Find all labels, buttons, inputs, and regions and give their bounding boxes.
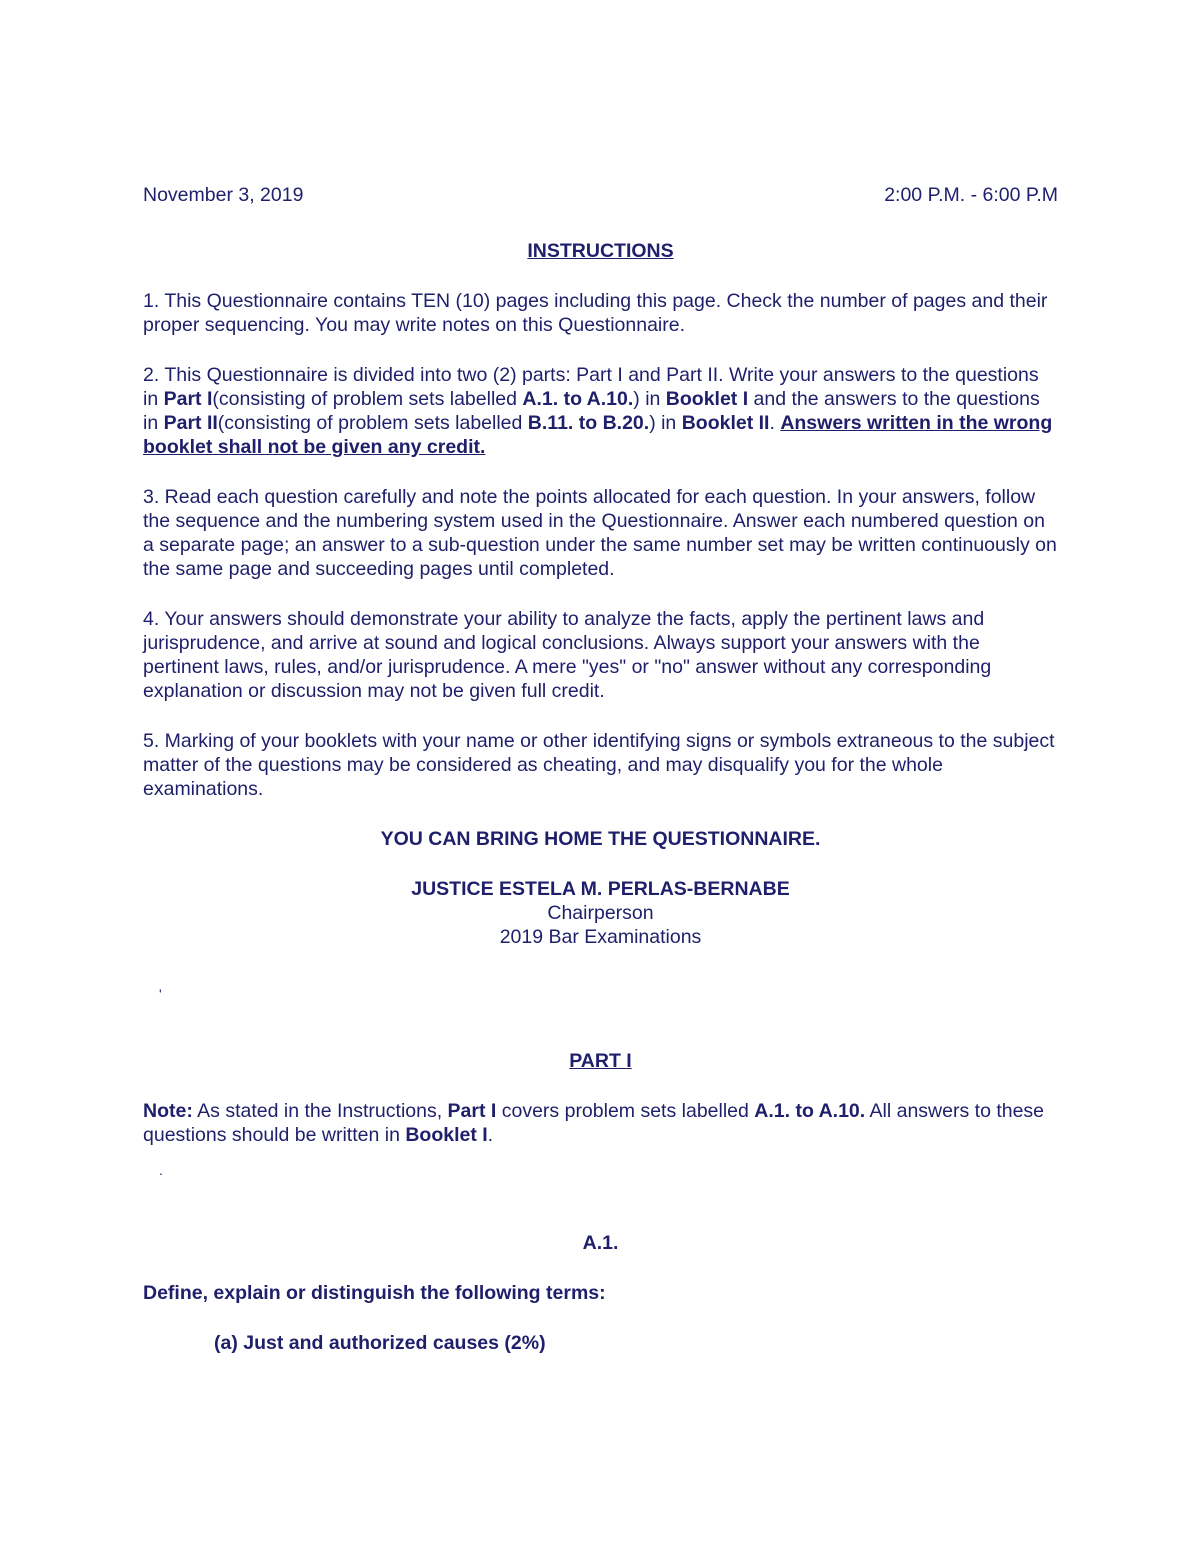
instructions-title: INSTRUCTIONS [527,240,674,262]
question-number: A.1. [582,1232,619,1254]
question-item-a: (a) Just and authorized causes (2%) [214,1332,546,1354]
exam-time: 2:00 P.M. - 6:00 P.M [884,184,1058,206]
stray-mark: ' [159,986,162,1002]
part1-note: Note: As stated in the Instructions, Part I covers problem sets labelled A.1. to A.10. All answers to these questions should be written in Booklet I. [143,1100,1045,1146]
spacer-1 [143,949,1058,1049]
exam-date: November 3, 2019 [143,184,304,206]
part1-title: PART I [569,1050,632,1072]
spacer-2 [143,1147,1058,1231]
signatory-name: JUSTICE ESTELA M. PERLAS-BERNABE [411,878,790,900]
instruction-item-1: 1. This Questionnaire contains TEN (10) pages including this page. Check the number of pages and their proper sequencing. You may write notes on this Questionnaire. [143,290,1048,336]
booklet-warning: Answers written in the wrong booklet shall not be given any credit. [143,412,1053,458]
instruction-item-3: 3. Read each question carefully and note the points allocated for each question. In your answers, follow the sequence and the numbering system used in the Questionnaire. Answer each numbered question on a separate page; an answer to a sub-question under the same number set may be written continuously on the same page and succeeding pages until completed. [143,486,1057,580]
bring-home-notice: YOU CAN BRING HOME THE QUESTIONNAIRE. [380,828,821,850]
instruction-item-2: 2. This Questionnaire is divided into two (2) parts: Part I and Part II. Write your answers to the questions in Part I(consisting of problem sets labelled A.1. to A.10.) in Booklet I and the answers to the questions in Part II(consisting of problem sets labelled B.11. to B.20.) in Booklet II. Answers written in the wrong booklet shall not be given any credit. [143,364,1053,458]
header-row [143,183,1058,207]
signatory-event: 2019 Bar Examinations [499,926,702,948]
exam-page [143,183,1058,1355]
instruction-item-5: 5. Marking of your booklets with your name or other identifying signs or symbols extraneous to the subject matter of the questions may be considered as cheating, and may disqualify you for the whole examinations. [143,730,1055,800]
stray-dot: . [159,1162,163,1178]
signatory-role: Chairperson [547,902,654,924]
instruction-item-4: 4. Your answers should demonstrate your ability to analyze the facts, apply the pertinent laws and jurisprudence, and arrive at sound and logical conclusions. Always support your answers with the pertinent laws, rules, and/or jurisprudence. A mere "yes" or "no" answer without any corresponding explanation or discussion may not be given full credit. [143,608,992,702]
question-prompt: Define, explain or distinguish the following terms: [143,1282,606,1304]
